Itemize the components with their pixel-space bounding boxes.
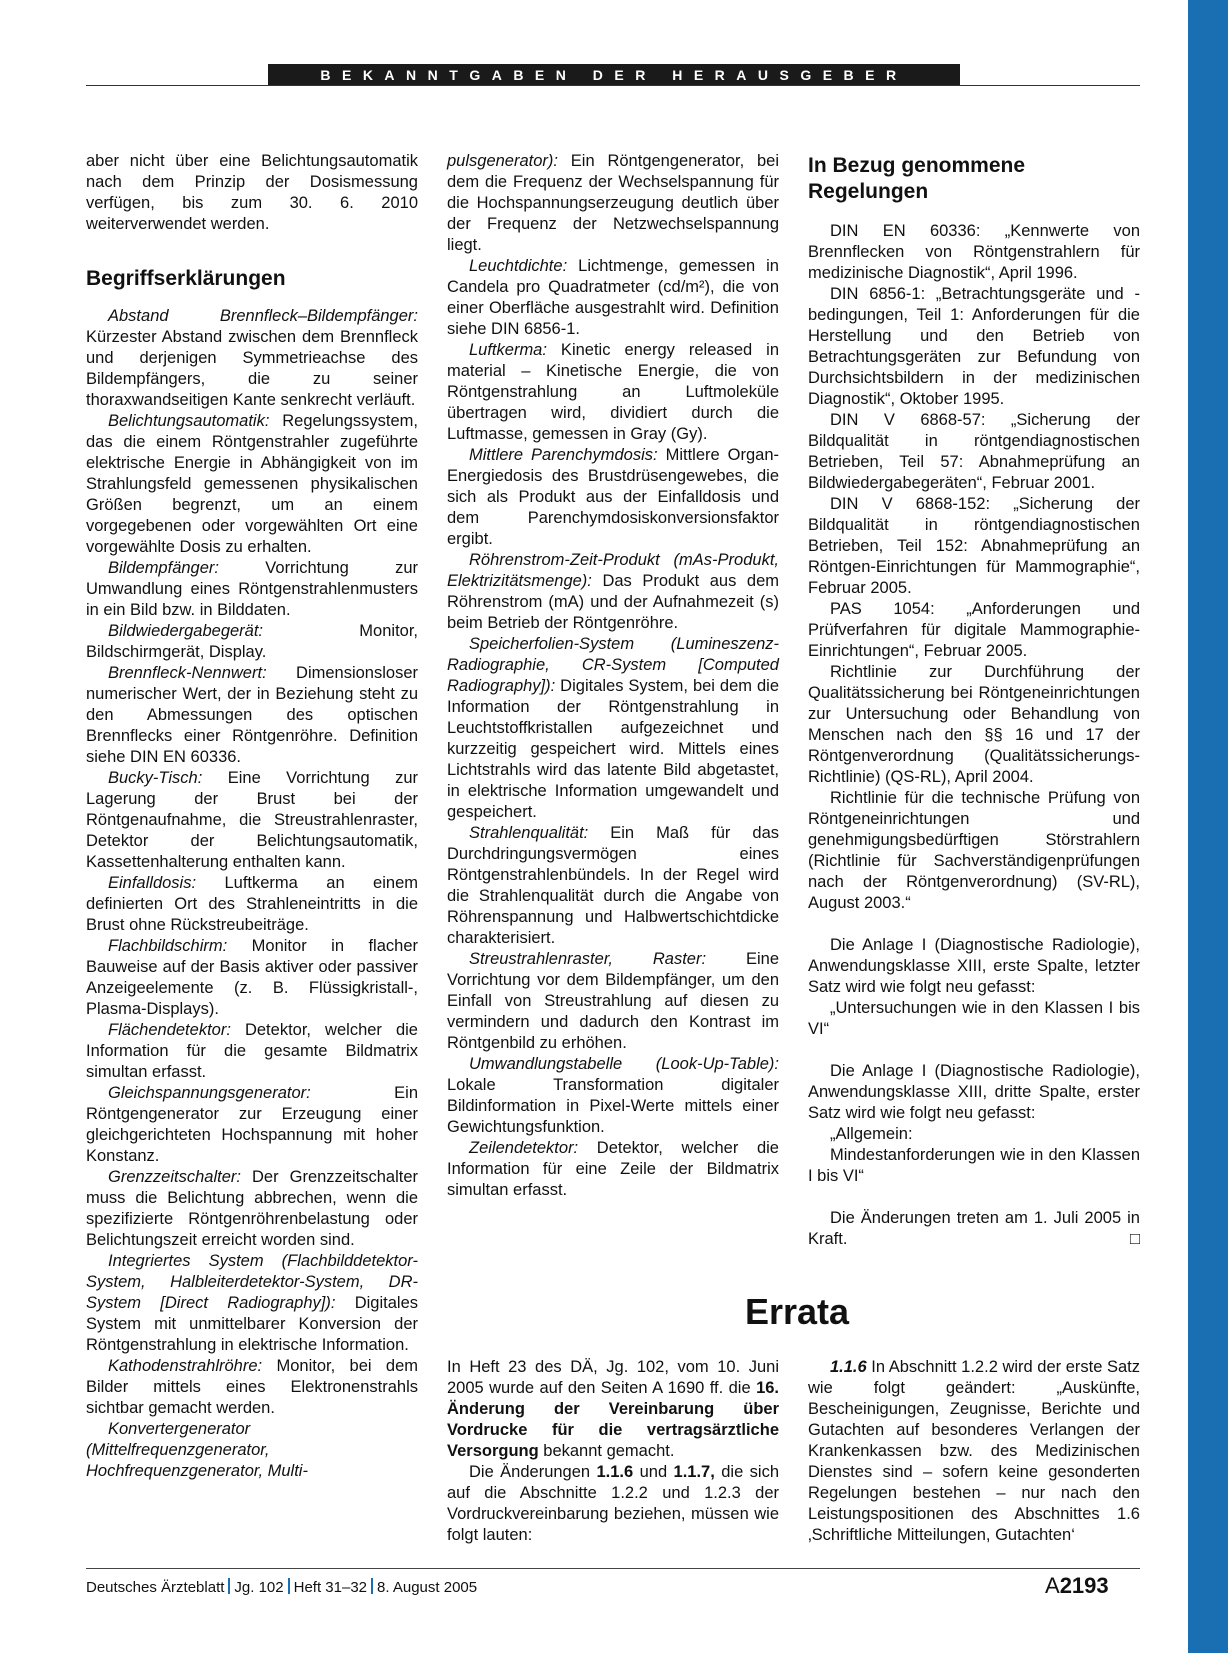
errata-left-column [447, 1357, 779, 1546]
reference-item: DIN V 6868-57: „Sicherung der Bildqualität in röntgendiagnostischen Betrieben, Teil 57: Abnahmeprüfung an Bildwiedergabegeräten“, Februar 2001. [808, 411, 1140, 492]
middle-column [447, 151, 779, 1201]
definition-item: Bucky-Tisch: Eine Vorrichtung zur Lagerung der Brust bei der Röntgenaufnahme, die Streustrahlenraster, Detektor der Belichtungsautomatik, Kassettenhalterung enthalten kann. [86, 769, 418, 871]
definition-item: Leuchtdichte: Lichtmenge, gemessen in Candela pro Quadratmeter (cd/m²), die von einer Oberfläche ausgestrahlt wird. Definition siehe DIN 6856-1. [447, 257, 779, 338]
definitions-heading: Begriffserklärungen [86, 267, 286, 290]
section-header-label: BEKANNTGABEN DER HERAUSGEBER [320, 67, 908, 83]
definition-item: Mittlere Parenchymdosis: Mittlere Organ-Energiedosis des Brustdrüsengewebes, die sich als Produkt aus der Einfalldosis und dem Parenchymdosiskonversionsfaktor ergibt. [447, 446, 779, 548]
journal-issue: Heft 31–32 [293, 1579, 368, 1596]
definition-item: Luftkerma: Kinetic energy released in material – Kinetische Energie, die von Röntgenstrahlung an Luftmoleküle übertragen wird, dividiert durch die Luftmasse, gemessen in Gray (Gy). [447, 341, 779, 443]
definition-item: Grenzzeitschalter: Der Grenzzeitschalter muss die Belichtung abbrechen, wenn die spezifizierte Röntgenröhrenbelastung oder Belichtungszeit erreicht worden sind. [86, 1168, 418, 1249]
reference-item: DIN V 6868-152: „Sicherung der Bildqualität in röntgendiagnostischen Betrieben, Teil 152: Abnahmeprüfung an Röntgen-Einrichtungen für Mammographie“, Februar 2005. [808, 495, 1140, 597]
errata-paragraph: In Heft 23 des DÄ, Jg. 102, vom 10. Juni 2005 wurde auf den Seiten A 1690 ff. die 16. Änderung der Vereinbarung über Vordrucke für die vertragsärztliche Versorgung bekannt gemacht. [447, 1358, 779, 1460]
anlage-quote: „Untersuchungen wie in den Klassen I bis VI“ [808, 999, 1140, 1038]
definition-item: Integriertes System (Flachbilddetektor-System, Halbleiterdetektor-System, DR-System [Direct Radiography]): Digitales System mit unmittelbarer Konversion der Röntgenstrahlung in elektrische Information. [86, 1252, 418, 1354]
reference-item: Richtlinie für die technische Prüfung von Röntgeneinrichtungen und genehmigungsbedürftigen Störstrahlern (Richtlinie für Sachverständigenprüfungen nach der Röntgenverordnung) (SV-RL), August 2003.“ [808, 789, 1140, 912]
reference-item: Richtlinie zur Durchführung der Qualitätssicherung bei Röntgeneinrichtungen zur Untersuchung oder Behandlung von Menschen nach den §§ 16 und 17 der Röntgenverordnung (Qualitätssicherungs-Richtlinie) (QS-RL), April 2004. [808, 663, 1140, 786]
definition-item: Flächendetektor: Detektor, welcher die Information für die gesamte Bildmatrix simultan erfasst. [86, 1021, 418, 1081]
right-column [808, 153, 1140, 1250]
definition-item: Streustrahlenraster, Raster: Eine Vorrichtung vor dem Bildempfänger, um den Einfall von Streustrahlung auf diesen zu vermindern und dadurch den Kontrast im Röntgenbild zu erhöhen. [447, 950, 779, 1052]
definition-item: Belichtungsautomatik: Regelungssystem, das die einem Röntgenstrahler zugeführte elektrische Energie in Abhängigkeit von im Strahlungsfeld gemessenen physikalischen Größen begrenzt, um an einem vorgegebenen oder vorgewählten Ort eine vorgewählte Dosis zu erhalten. [86, 412, 418, 556]
reference-item: DIN 6856-1: „Betrachtungsgeräte und -bedingungen, Teil 1: Anforderungen für die Herstellung und den Betrieb von Betrachtungsgeräten zur Befundung von Durchsichtsbildern in der medizinischen Diagnostik“, Oktober 1995. [808, 285, 1140, 408]
intro-paragraph: aber nicht über eine Belichtungsautomatik nach dem Prinzip der Dosismessung verfügen, bis zum 30. 6. 2010 weiterverwendet werden. [86, 152, 418, 233]
definition-item: Flachbildschirm: Monitor in flacher Bauweise auf der Basis aktiver oder passiver Anzeigeelemente (z. B. Flüssigkristall-, Plasma-Displays). [86, 937, 418, 1018]
reference-item: DIN EN 60336: „Kennwerte von Brennflecken von Röntgenstrahlern für medizinische Diagnostik“, April 1996. [808, 222, 1140, 282]
left-column [86, 151, 418, 1482]
definition-item: Röhrenstrom-Zeit-Produkt (mAs-Produkt, Elektrizitätsmenge): Das Produkt aus dem Röhrenstrom (mA) und der Aufnahmezeit (s) beim Betrieb der Röntgenröhre. [447, 551, 779, 632]
definition-item: Einfalldosis: Luftkerma an einem definierten Ort des Strahleneintritts in die Brust ohne Rückstreubeiträge. [86, 874, 418, 934]
definition-item: Umwandlungstabelle (Look-Up-Table): Lokale Transformation digitaler Bildinformation in Pixel-Werte mittels einer Gewichtungsfunktion. [447, 1055, 779, 1136]
footer-separator [228, 1578, 230, 1594]
errata-right-column [808, 1357, 1140, 1546]
definition-item: Strahlenqualität: Ein Maß für das Durchdringungsvermögen eines Röntgenstrahlenbündels. In der Regel wird die Strahlenqualität durch die Angabe von Röhrenspannung und Halbwertschichtdicke charakterisiert. [447, 824, 779, 947]
journal-name: Deutsches Ärzteblatt [86, 1579, 225, 1596]
definition-item: Zeilendetektor: Detektor, welcher die Information für eine Zeile der Bildmatrix simultan erfasst. [447, 1139, 779, 1199]
errata-title: Errata [745, 1291, 850, 1332]
footer-separator [288, 1578, 290, 1594]
errata-paragraph: 1.1.6 In Abschnitt 1.2.2 wird der erste Satz wie folgt geändert: „Auskünfte, Bescheinigungen, Zeugnisse, Berichte und Gutachten auf besonderes Verlangen der Krankenkassen bzw. des Medizinischen Dienstes sind – sofern keine gesonderten Regelungen bestehen – nur nach den Leistungspositionen des Abschnittes 1.6 ‚Schriftliche Mitteilungen, Gutachten‘ [808, 1358, 1141, 1544]
reference-item: PAS 1054: „Anforderungen und Prüfverfahren für digitale Mammographie-Einrichtungen“, Februar 2005. [808, 600, 1140, 660]
journal-date: 8. August 2005 [377, 1579, 478, 1596]
definition-item: Bildwiedergabegerät: Monitor, Bildschirmgerät, Display. [86, 622, 418, 661]
anlage-paragraph: Die Anlage I (Diagnostische Radiologie), Anwendungsklasse XIII, erste Spalte, letzter Satz wird wie folgt neu gefasst: [808, 936, 1140, 996]
anlage-quote: „Allgemein: [830, 1125, 913, 1143]
definition-item: Speicherfolien-System (Lumineszenz-Radiographie, CR-System [Computed Radiography]): Digitales System, bei dem die Information der Röntgenstrahlung in Leuchtstoffkristallen aufgezeichnet und kurzzeitig gespeichert wird. Mittels eines Lichtstrahls wird das latente Bild abgetastet, in elektrische Information umgewandelt und gespeichert. [447, 635, 779, 821]
section-header [268, 64, 960, 86]
definition-item: Gleichspannungsgenerator: Ein Röntgengenerator zur Erzeugung einer gleichgerichteten Hochspannung mit hoher Konstanz. [86, 1084, 418, 1165]
footer [86, 1577, 477, 1599]
anlage-quote: Mindestanforderungen wie in den Klassen I bis VI“ [808, 1146, 1140, 1185]
header-rule [86, 85, 1140, 86]
definition-item: Abstand Brennfleck–Bildempfänger: Kürzester Abstand zwischen dem Brennfleck und derjenigen Symmetrieachse des Bildempfängers, die zu seiner thoraxwandseitigen Kante senkrecht verläuft. [86, 307, 418, 409]
closing-paragraph: Die Änderungen treten am 1. Juli 2005 in Kraft. □ [808, 1209, 1140, 1248]
journal-volume: Jg. 102 [234, 1579, 284, 1596]
anlage-paragraph: Die Anlage I (Diagnostische Radiologie), Anwendungsklasse XIII, dritte Spalte, erster Satz wird wie folgt neu gefasst: [808, 1062, 1140, 1122]
definition-item: Konvertergenerator (Mittelfrequenzgenerator, Hochfrequenzgenerator, Multi- [86, 1420, 308, 1480]
end-mark-icon: □ [1130, 1230, 1140, 1248]
errata-paragraph: Die Änderungen 1.1.6 und 1.1.7, die sich auf die Abschnitte 1.2.2 und 1.2.3 der Vordruckvereinbarung beziehen, müssen wie folgt lauten: [447, 1463, 779, 1544]
footer-separator [371, 1578, 373, 1594]
blue-side-bar [1188, 0, 1228, 1653]
definition-item: Brennfleck-Nennwert: Dimensionsloser numerischer Wert, der in Beziehung steht zu den Abmessungen des optischen Brennflecks einer Röntgenröhre. Definition siehe DIN EN 60336. [86, 664, 418, 766]
footer-rule [86, 1568, 1140, 1569]
page-number: A2193 [1045, 1573, 1109, 1598]
definition-continued: pulsgenerator): Ein Röntgengenerator, bei dem die Frequenz der Wechselspannung für die Hochspannungserzeugung deutlich über der Frequenz der Netzwechselspannung liegt. [447, 152, 779, 254]
definition-item: Bildempfänger: Vorrichtung zur Umwandlung eines Röntgenstrahlenmusters in ein Bild bzw. in Bilddaten. [86, 559, 418, 619]
references-heading: In Bezug genommene Regelungen [808, 154, 1026, 203]
definition-item: Kathodenstrahlröhre: Monitor, bei dem Bilder mittels eines Elektronenstrahls sichtbar gemacht werden. [86, 1357, 418, 1417]
